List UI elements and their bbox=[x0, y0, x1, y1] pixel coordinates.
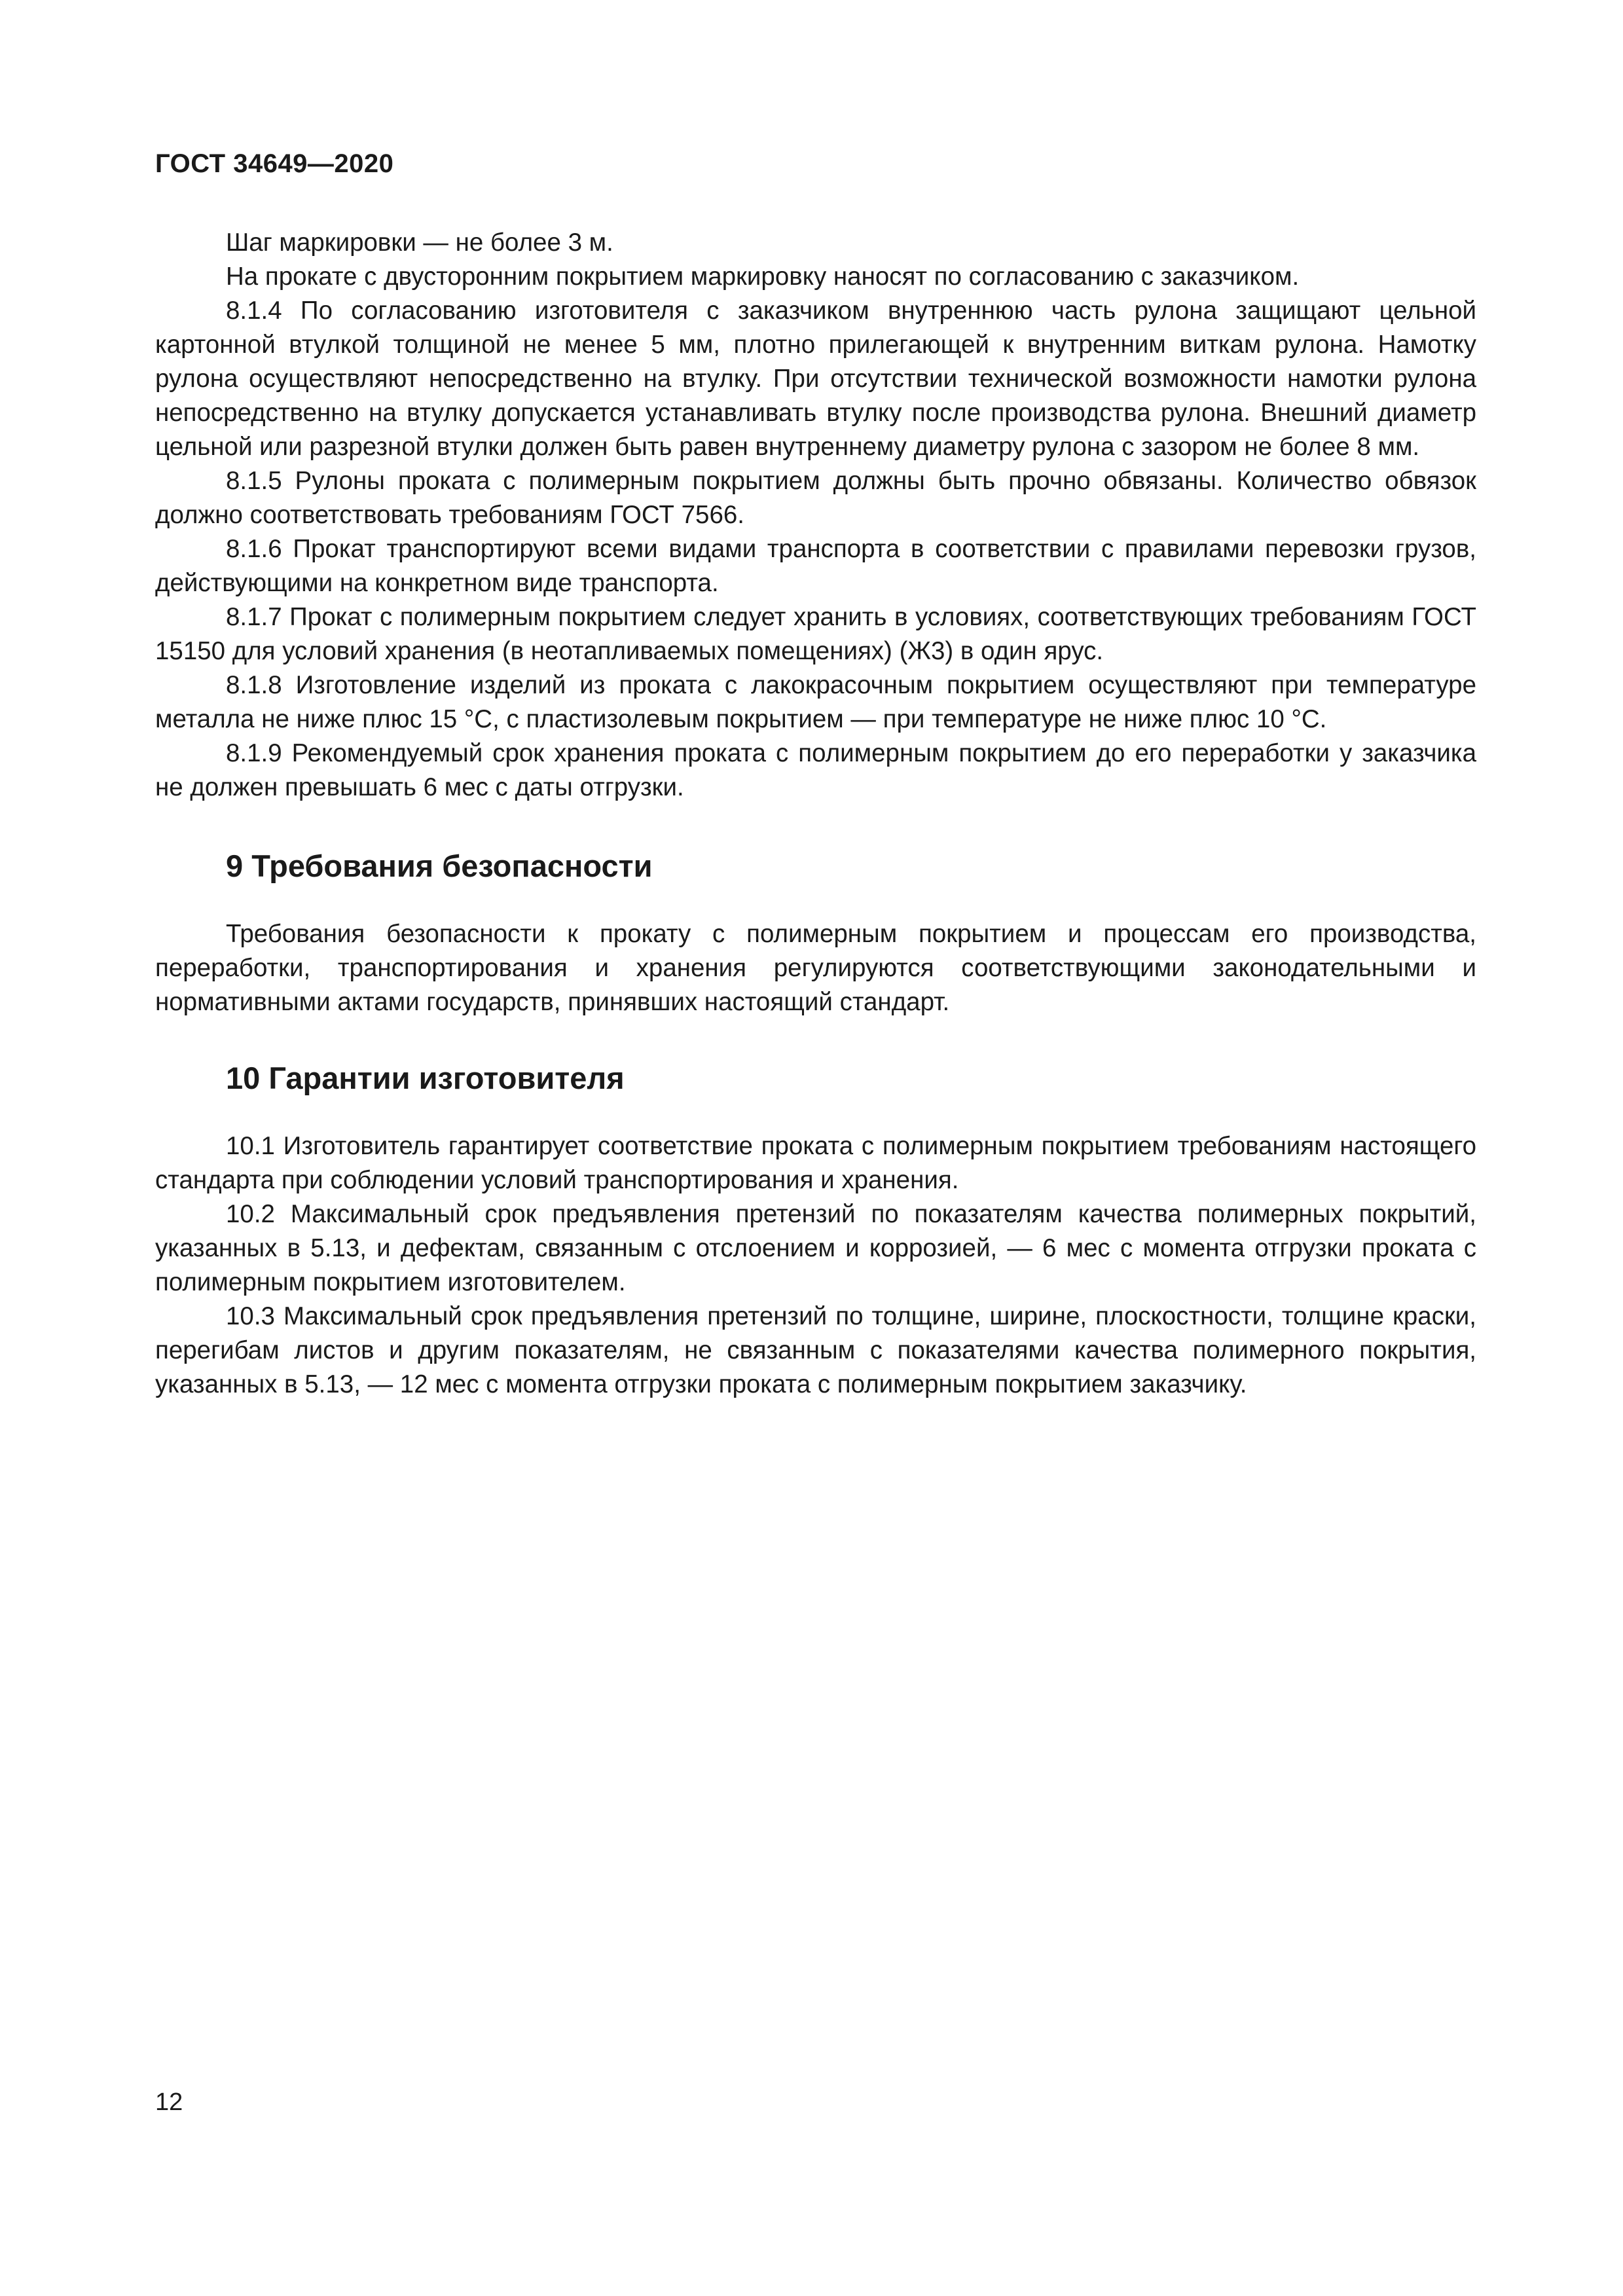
paragraph-8-1-4: 8.1.4 По согласованию изготовителя с заказчиком внутреннюю часть рулона защищают цельной картонной втулкой толщиной не менее 5 мм, плотно прилегающей к внутренним виткам рулона. Намотку рулона осуществляют непосредственно на втулку. При отсутствии технической возможности намотки рулона непосредственно на втулку допускается устанавливать втулку после производства рулона. Внешний диаметр цельной или разрезной втулки должен быть равен внутреннему диаметру рулона с зазором не более 8 мм. bbox=[155, 297, 1476, 461]
paragraph-8-1-6: 8.1.6 Прокат транспортируют всеми видами транспорта в соответствии с правилами перевозки грузов, действующими на конкретном виде транспорта. bbox=[155, 535, 1476, 597]
paragraph-two-sided-marking: На прокате с двусторонним покрытием маркировку наносят по согласованию с заказчиком. bbox=[226, 263, 1300, 291]
paragraph-9-safety: Требования безопасности к прокату с полимерным покрытием и процессам его производства, переработки, транспортирования и хранения регулируются соответствующими законодательными и нормативными актами государств, принявших настоящий стандарт. bbox=[155, 920, 1476, 1016]
page-content bbox=[155, 226, 1476, 1402]
section-10-heading: 10 Гарантии изготовителя bbox=[226, 1061, 625, 1095]
paragraph-8-1-9: 8.1.9 Рекомендуемый срок хранения проката с полимерным покрытием до его переработки у заказчика не должен превышать 6 мес с даты отгрузки. bbox=[155, 739, 1476, 801]
paragraph-10-3: 10.3 Максимальный срок предъявления претензий по толщине, ширине, плоскостности, толщине краски, перегибам листов и другим показателям, не связанным с показателями качества полимерного покрытия, указанных в 5.13, — 12 мес с момента отгрузки проката с полимерным покрытием заказчику. bbox=[155, 1302, 1476, 1398]
paragraph-8-1-5: 8.1.5 Рулоны проката с полимерным покрытием должны быть прочно обвязаны. Количество обвязок должно соответствовать требованиям ГОСТ 7566. bbox=[155, 467, 1476, 529]
paragraph-marking-step: Шаг маркировки — не более 3 м. bbox=[226, 228, 613, 257]
paragraph-8-1-7: 8.1.7 Прокат с полимерным покрытием следует хранить в условиях, соответствующих требованиям ГОСТ 15150 для условий хранения (в неотапливаемых помещениях) (Ж3) в один ярус. bbox=[155, 603, 1476, 665]
standard-header: ГОСТ 34649—2020 bbox=[155, 149, 394, 178]
paragraph-10-1: 10.1 Изготовитель гарантирует соответствие проката с полимерным покрытием требованиям настоящего стандарта при соблюдении условий транспортирования и хранения. bbox=[155, 1132, 1476, 1194]
paragraph-10-2: 10.2 Максимальный срок предъявления претензий по показателям качества полимерных покрытий, указанных в 5.13, и дефектам, связанным с отслоением и коррозией, — 6 мес с момента отгрузки проката с полимерным покрытием изготовителем. bbox=[155, 1200, 1476, 1296]
page-number: 12 bbox=[155, 2088, 183, 2116]
section-9-heading: 9 Требования безопасности bbox=[226, 848, 653, 883]
paragraph-8-1-8: 8.1.8 Изготовление изделий из проката с лакокрасочным покрытием осуществляют при температуре металла не ниже плюс 15 °С, с пластизолевым покрытием — при температуре не ниже плюс 10 °С. bbox=[155, 671, 1476, 733]
